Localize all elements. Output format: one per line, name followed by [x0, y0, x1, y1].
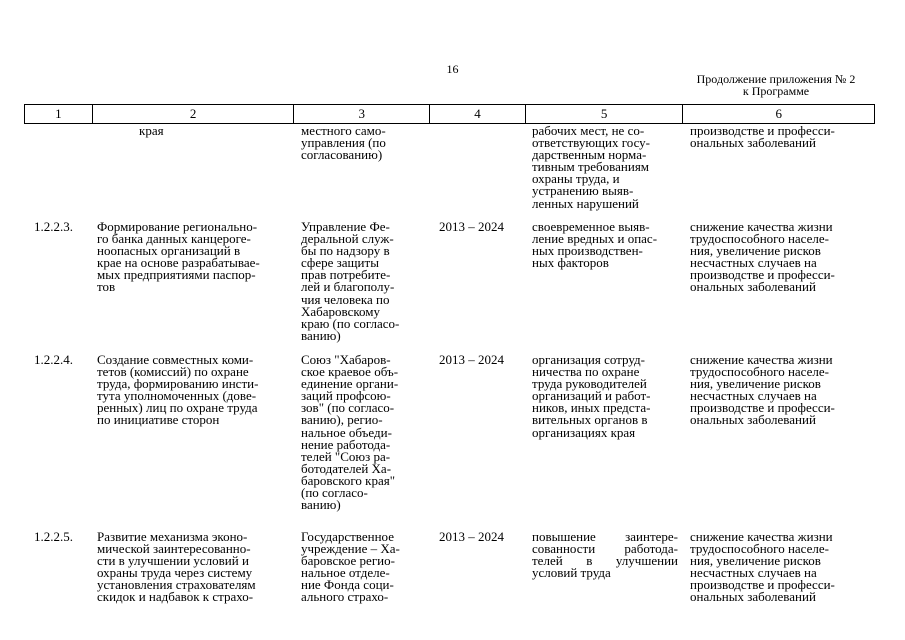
- responsible-executor-line: нальное отделе-: [301, 565, 390, 581]
- expected-result-line: ленных нарушений: [532, 195, 639, 211]
- table-row: [24, 221, 875, 342]
- row-number: [24, 125, 91, 210]
- responsible-executor-line: ское краевое объ-: [301, 364, 399, 380]
- consequences-of-non-implementation-line: ональных заболеваний: [690, 589, 816, 605]
- expected-result-line: тивным требованиям: [532, 159, 650, 175]
- measure-name: [91, 125, 293, 210]
- expected-result-line: повышение заинтере-: [532, 529, 678, 544]
- expected-result: [525, 354, 683, 511]
- responsible-executor-line: телей "Союз ра-: [301, 448, 391, 464]
- measure-name-line: по инициативе сторон: [97, 412, 220, 428]
- expected-result-line: условий труда: [532, 565, 611, 581]
- responsible-executor-line: ботодателей Ха-: [301, 460, 392, 476]
- responsible-executor-line: бы по надзору в: [301, 243, 390, 259]
- consequences-of-non-implementation-line: снижение качества жизни: [690, 219, 833, 234]
- responsible-executor-line: ванию): [301, 327, 341, 343]
- expected-result-line: ответствующих госу-: [532, 135, 651, 151]
- consequences-of-non-implementation-line: несчастных случаев на: [690, 255, 817, 271]
- consequences-of-non-implementation-line: ния, увеличение рисков: [690, 376, 821, 392]
- row-number-line: 1.2.2.5.: [34, 529, 73, 544]
- consequences-of-non-implementation-line: несчастных случаев на: [690, 565, 817, 581]
- responsible-executor-line: прав потребите-: [301, 267, 391, 283]
- measure-name: [91, 221, 293, 342]
- consequences-of-non-implementation-line: производстве и професси-: [690, 577, 835, 593]
- consequences-of-non-implementation-line: ния, увеличение рисков: [690, 553, 821, 569]
- implementation-period-line: 2013 – 2024: [439, 352, 504, 367]
- measure-name-line: го банка данных канцероге-: [97, 231, 251, 247]
- consequences-of-non-implementation-line: ния, увеличение рисков: [690, 243, 821, 259]
- expected-result-line: устранению выяв-: [532, 183, 634, 199]
- expected-result-line: рабочих мест, не со-: [532, 123, 645, 138]
- row-number: [24, 354, 91, 511]
- consequences-of-non-implementation-line: ональных заболеваний: [690, 135, 816, 151]
- row-number: [24, 531, 91, 604]
- measure-name-line: труда, формированию инсти-: [97, 376, 259, 392]
- responsible-executor-line: нальное объеди-: [301, 424, 392, 440]
- expected-result: [525, 221, 683, 342]
- expected-result-line: своевременное выяв-: [532, 219, 650, 234]
- measure-name-line: края: [139, 123, 164, 138]
- page-number: 16: [446, 62, 459, 76]
- header-col-1: 1: [55, 106, 62, 121]
- expected-result-line: организация сотруд-: [532, 352, 645, 367]
- implementation-period: [429, 221, 525, 342]
- table-header: [24, 104, 875, 124]
- responsible-executor-line: чия человека по: [301, 291, 390, 307]
- table-row: [24, 125, 875, 210]
- expected-result-line: ничества по охране: [532, 364, 640, 380]
- measure-name-line: тетов (комиссий) по охране: [97, 364, 249, 380]
- consequences-of-non-implementation-line: трудоспособного населе-: [690, 541, 829, 557]
- consequences-of-non-implementation-line: снижение качества жизни: [690, 352, 833, 367]
- header-col-3: 3: [293, 105, 429, 123]
- implementation-period: [429, 531, 525, 604]
- consequences-of-non-implementation: [683, 125, 875, 210]
- measure-name-line: установления страхователям: [97, 577, 256, 593]
- expected-result-line: ных факторов: [532, 255, 609, 271]
- table-row: [24, 531, 875, 604]
- expected-result-line: ников, иных предста-: [532, 400, 651, 416]
- measure-name-line: ноопасных организаций в: [97, 243, 241, 259]
- responsible-executor: [293, 221, 429, 342]
- row-number-line: 1.2.2.4.: [34, 352, 73, 367]
- responsible-executor-line: Управление Фе-: [301, 219, 390, 234]
- responsible-executor-line: ние Фонда соци-: [301, 577, 394, 593]
- expected-result-line: ных производствен-: [532, 243, 643, 259]
- consequences-of-non-implementation: [683, 354, 875, 511]
- consequences-of-non-implementation-line: ональных заболеваний: [690, 279, 816, 295]
- expected-result-line: труда руководителей: [532, 376, 647, 392]
- measure-name-line: охраны труда через систему: [97, 565, 253, 581]
- measure-name-line: скидок и надбавок к страхо-: [97, 589, 254, 605]
- implementation-period-line: 2013 – 2024: [439, 219, 504, 234]
- measure-name: [91, 531, 293, 604]
- consequences-of-non-implementation-line: производстве и професси-: [690, 400, 835, 416]
- expected-result-line: организаций и работ-: [532, 388, 651, 404]
- measure-name-line: Формирование регионально-: [97, 219, 258, 234]
- responsible-executor-line: краю (по согласо-: [301, 315, 400, 331]
- responsible-executor-line: (по согласо-: [301, 485, 368, 501]
- appendix-caption: [676, 73, 876, 97]
- responsible-executor: [293, 531, 429, 604]
- consequences-of-non-implementation-line: производстве и професси-: [690, 267, 835, 283]
- consequences-of-non-implementation-line: ональных заболеваний: [690, 412, 816, 428]
- responsible-executor-line: Государственное: [301, 529, 394, 544]
- responsible-executor-line: ального страхо-: [301, 589, 389, 605]
- responsible-executor-line: лей и благополу-: [301, 279, 395, 295]
- responsible-executor-line: учреждение – Ха-: [301, 541, 400, 557]
- measure-name-line: мых предприятиями паспор-: [97, 267, 256, 283]
- measure-name-line: Развитие механизма эконо-: [97, 529, 248, 544]
- expected-result-line: телей в улучшении: [532, 553, 678, 569]
- measure-name-line: сти в улучшении условий и: [97, 553, 249, 569]
- responsible-executor: [293, 354, 429, 511]
- expected-result-line: сованности работода-: [532, 541, 678, 557]
- measure-name-line: тута уполномоченных (дове-: [97, 388, 257, 404]
- appendix-line-2: к Программе: [742, 84, 810, 98]
- responsible-executor-line: зов" (по согласо-: [301, 400, 395, 416]
- responsible-executor-line: ванию), регио-: [301, 412, 383, 428]
- row-number: [24, 221, 91, 342]
- expected-result-line: вительных органов в: [532, 412, 648, 428]
- responsible-executor-line: заций профсою-: [301, 388, 391, 404]
- responsible-executor-line: Хабаровскому: [301, 303, 381, 319]
- expected-result-line: охраны труда, и: [532, 171, 620, 187]
- consequences-of-non-implementation-line: снижение качества жизни: [690, 529, 833, 544]
- responsible-executor-line: нение работода-: [301, 436, 391, 452]
- expected-result: [525, 531, 683, 604]
- consequences-of-non-implementation: [683, 531, 875, 604]
- responsible-executor-line: Союз "Хабаров-: [301, 352, 391, 367]
- measure-name-line: крае на основе разрабатывае-: [97, 255, 260, 271]
- expected-result: [525, 125, 683, 210]
- consequences-of-non-implementation-line: трудоспособного населе-: [690, 231, 829, 247]
- expected-result-line: дарственным норма-: [532, 147, 647, 163]
- header-col-6: 6: [682, 105, 874, 123]
- measure-name-line: мической заинтересованно-: [97, 541, 251, 557]
- table-row: [24, 354, 875, 511]
- implementation-period: [429, 354, 525, 511]
- measure-name-line: Создание совместных коми-: [97, 352, 254, 367]
- consequences-of-non-implementation-line: трудоспособного населе-: [690, 364, 829, 380]
- responsible-executor-line: баровского края": [301, 472, 396, 488]
- responsible-executor-line: баровское регио-: [301, 553, 395, 569]
- responsible-executor-line: согласованию): [301, 147, 383, 163]
- measure-name-line: тов: [97, 279, 116, 295]
- responsible-executor-line: единение органи-: [301, 376, 399, 392]
- appendix-line-1: Продолжение приложения № 2: [696, 72, 856, 86]
- responsible-executor-line: местного само-: [301, 123, 386, 138]
- responsible-executor-line: управления (по: [301, 135, 386, 151]
- header-col-5: 5: [525, 105, 683, 123]
- consequences-of-non-implementation: [683, 221, 875, 342]
- responsible-executor-line: сфере защиты: [301, 255, 379, 271]
- measure-name-line: ренных) лиц по охране труда: [97, 400, 258, 416]
- responsible-executor-line: ванию): [301, 497, 341, 513]
- header-col-2: 2: [92, 105, 294, 123]
- consequences-of-non-implementation-line: несчастных случаев на: [690, 388, 817, 404]
- expected-result-line: организациях края: [532, 424, 636, 440]
- responsible-executor-line: деральной служ-: [301, 231, 394, 247]
- implementation-period: [429, 125, 525, 210]
- responsible-executor: [293, 125, 429, 210]
- implementation-period-line: 2013 – 2024: [439, 529, 504, 544]
- expected-result-line: ление вредных и опас-: [532, 231, 658, 247]
- row-number-line: 1.2.2.3.: [34, 219, 73, 234]
- measure-name: [91, 354, 293, 511]
- header-col-4: 4: [429, 105, 525, 123]
- consequences-of-non-implementation-line: производстве и професси-: [690, 123, 835, 138]
